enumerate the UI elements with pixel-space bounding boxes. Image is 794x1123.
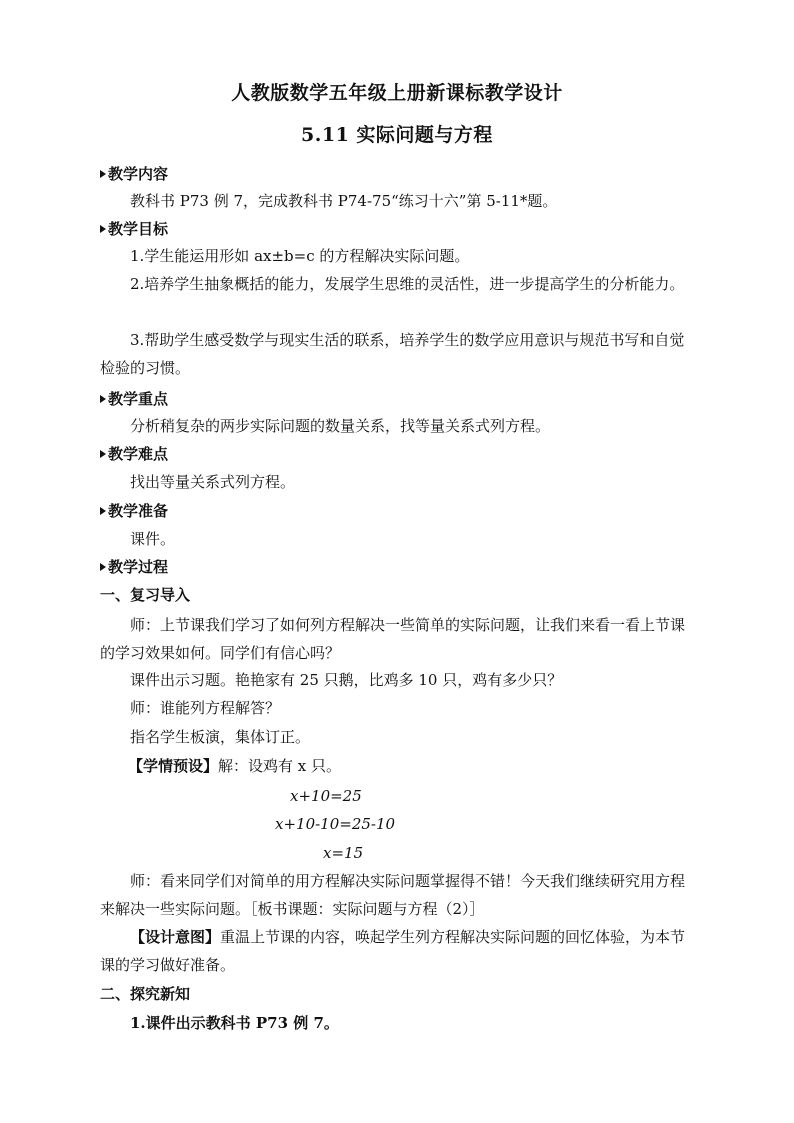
triangle-bullet-icon [100,563,106,571]
design-intent: 【设计意图】重温上节课的内容，唤起学生列方程解决实际问题的回忆体验，为本节课的学习做好准备。 [100,928,686,974]
triangle-bullet-icon [100,395,106,403]
section-heading-process: 教学过程 [100,557,696,577]
triangle-bullet-icon [100,170,106,178]
equation-1: x+10=25 [290,787,362,805]
triangle-bullet-icon [100,450,106,458]
prep-text: 课件。 [130,530,176,548]
difficulty-text: 找出等量关系式列方程。 [130,473,296,491]
lesson-title: 5.11 实际问题与方程 [301,124,493,146]
equation-2: x+10-10=25-10 [275,815,396,833]
document-title: 人教版数学五年级上册新课标教学设计 [231,82,563,104]
triangle-bullet-icon [100,225,106,233]
teacher-transition: 师：看来同学们对简单的用方程解决实际问题掌握得不错！今天我们继续研究用方程来解决一些实际问题。［板书课题：实际问题与方程（2）］ [100,872,686,918]
section-heading-content: 教学内容 [100,164,696,184]
key-text: 分析稍复杂的两步实际问题的数量关系，找等量关系式列方程。 [130,417,551,435]
board-work-text: 指名学生板演，集体订正。 [130,728,311,746]
section-heading-difficulty: 教学难点 [100,444,696,464]
teacher-question: 师：谁能列方程解答？ [130,699,281,717]
section-heading-prep: 教学准备 [100,501,696,521]
preset-line: 【学情预设】解：设鸡有 x 只。 [128,757,342,775]
goal-2: 2.培养学生抽象概括的能力，发展学生思维的灵活性，进一步提高学生的分析能力。 [130,275,685,293]
goal-1: 1.学生能运用形如 ax±b=c 的方程解决实际问题。 [130,247,470,265]
goal-3: 3.帮助学生感受数学与现实生活的联系，培养学生的数学应用意识与规范书写和自觉检验的习惯。 [100,331,685,377]
teacher-intro: 师：上节课我们学习了如何列方程解决一些简单的实际问题，让我们来看一看上节课的学习效果如何。同学们有信心吗？ [100,616,686,662]
exercise-text: 课件出示习题。艳艳家有 25 只鹅，比鸡多 10 只，鸡有多少只？ [130,671,563,689]
part1-heading: 一、复习导入 [100,586,191,604]
content-text: 教科书 P73 例 7，完成教科书 P74-75“练习十六”第 5-11*题。 [130,192,558,210]
step-1: 1.课件出示教科书 P73 例 7。 [130,1014,339,1032]
equation-3: x=15 [323,844,364,862]
section-heading-key: 教学重点 [100,389,696,409]
part2-heading: 二、探究新知 [100,985,191,1003]
section-heading-goals: 教学目标 [100,219,696,239]
triangle-bullet-icon [100,507,106,515]
